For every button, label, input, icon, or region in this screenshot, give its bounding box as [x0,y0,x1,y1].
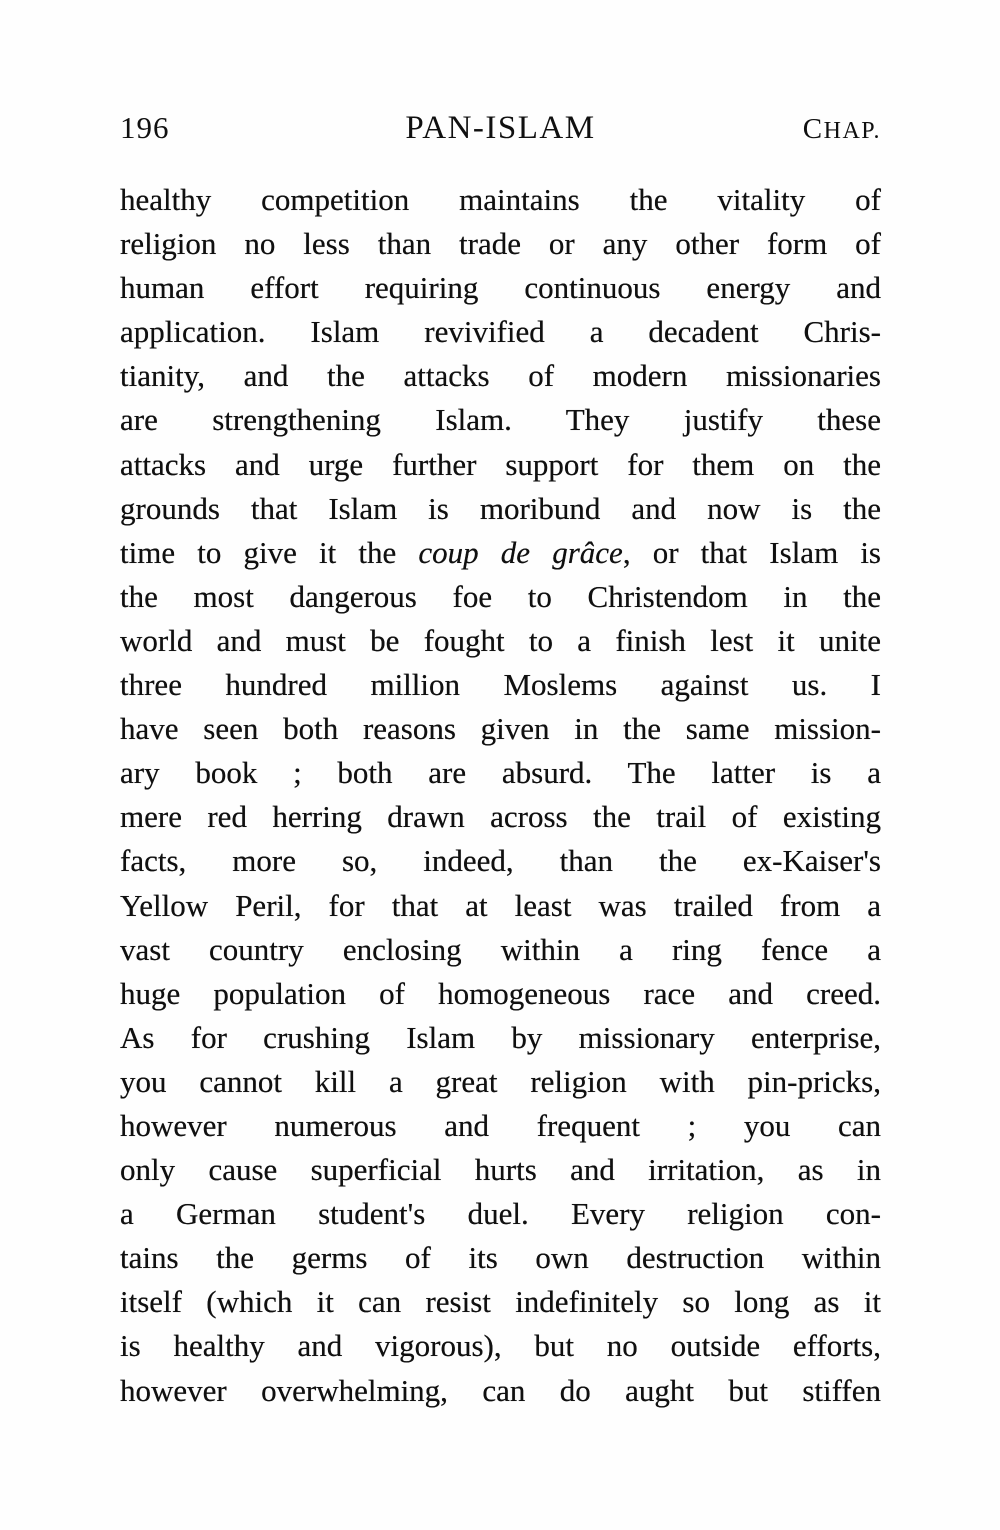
text-line: attacks and urge further support for them on the [120,446,881,482]
text-line: the most dangerous foe to Christendom in the [120,578,881,614]
text-line: grounds that Islam is moribund and now is the [120,490,881,526]
running-title: PAN-ISLAM [405,110,596,146]
text-line: three hundred million Moslems against us. I [120,667,881,703]
text-line: As for crushing Islam by missionary enterprise, [120,1019,881,1055]
page-body [120,178,881,1413]
text-line: a German student's duel. Every religion con- [120,1196,881,1232]
text-line: religion no less than trade or any other form of [120,226,881,262]
text-line: you cannot kill a great religion with pin-pricks, [120,1063,881,1099]
page-header [120,110,881,147]
text-line: vast country enclosing within a ring fence a [120,931,881,967]
chapter-label: CHAP. [802,113,881,145]
text-line: world and must be fought to a finish lest it unite [120,622,881,658]
text-line: human effort requiring continuous energy and [120,270,881,306]
page-number: 196 [120,110,170,145]
text-line: Yellow Peril, for that at least was trailed from a [120,887,881,923]
text-line: only cause superficial hurts and irritation, as in [120,1152,881,1188]
text-line: is healthy and vigorous), but no outside efforts, [120,1328,881,1364]
text-line: time to give it the coup de grâce, or that Islam is [120,534,881,570]
text-line: however overwhelming, can do aught but stiffen [120,1372,881,1408]
text-line: healthy competition maintains the vitality of [120,182,881,217]
text-line: huge population of homogeneous race and creed. [120,975,881,1011]
text-line: however numerous and frequent ; you can [120,1107,881,1143]
text-line: facts, more so, indeed, than the ex-Kaiser's [120,843,881,879]
text-line: are strengthening Islam. They justify these [120,402,881,438]
text-line: tains the germs of its own destruction within [120,1240,881,1276]
text-line: tianity, and the attacks of modern missionaries [120,358,881,394]
text-line: itself (which it can resist indefinitely so long as it [120,1284,881,1320]
text-line: mere red herring drawn across the trail of existing [120,799,881,835]
text-line: application. Islam revivified a decadent Chris- [120,314,881,350]
text-line: ary book ; both are absurd. The latter is a [120,755,881,791]
text-line: have seen both reasons given in the same mission- [120,711,881,747]
